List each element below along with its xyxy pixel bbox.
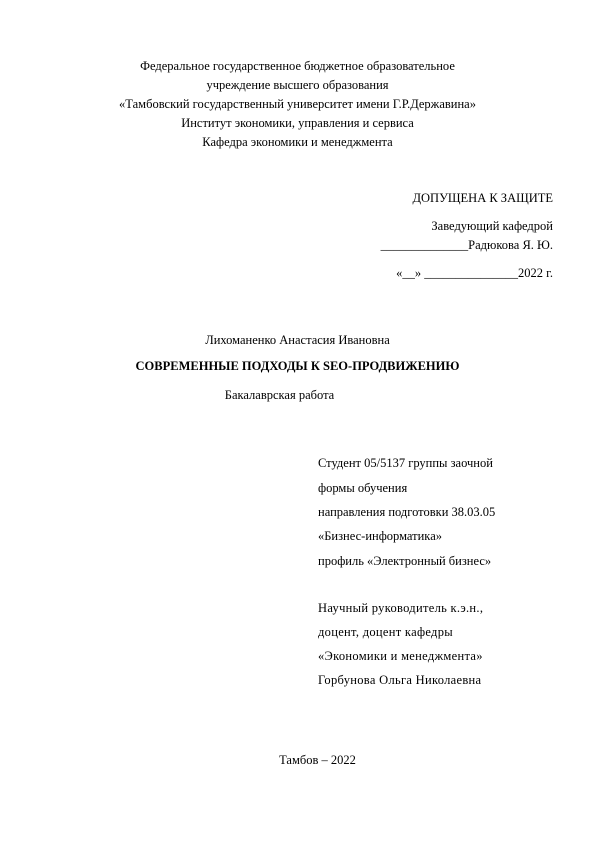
supervisor-line-4: Горбунова Ольга Николаевна	[318, 673, 482, 687]
student-line-1: Студент 05/5137 группы заочной	[318, 456, 493, 470]
footer-city-year: Тамбов – 2022	[279, 753, 356, 767]
supervisor-line-3: «Экономики и менеджмента»	[318, 649, 483, 663]
approval-title: ДОПУЩЕНА К ЗАЩИТЕ	[412, 191, 553, 205]
approval-date: «__» _______________2022 г.	[396, 266, 553, 280]
header-line-2: учреждение высшего образования	[206, 78, 389, 92]
supervisor-line-2: доцент, доцент кафедры	[318, 625, 453, 639]
header-line-1: Федеральное государственное бюджетное образовательное	[140, 59, 455, 73]
header-line-4: Институт экономики, управления и сервиса	[181, 116, 414, 130]
work-type: Бакалаврская работа	[224, 388, 335, 402]
student-line-5: профиль «Электронный бизнес»	[318, 554, 492, 568]
author-name: Лихоманенко Анастасия Ивановна	[205, 333, 390, 347]
approval-role: Заведующий кафедрой	[431, 219, 553, 233]
student-line-4: «Бизнес-информатика»	[318, 529, 442, 543]
student-line-2: формы обучения	[318, 481, 408, 495]
header-line-5: Кафедра экономики и менеджмента	[202, 135, 393, 149]
student-line-3: направления подготовки 38.03.05	[318, 505, 496, 519]
thesis-title: СОВРЕМЕННЫЕ ПОДХОДЫ К SEO-ПРОДВИЖЕНИЮ	[135, 359, 460, 373]
approval-signature: ______________Радюкова Я. Ю.	[380, 238, 553, 252]
header-line-3: «Тамбовский государственный университет имени Г.Р.Державина»	[119, 97, 476, 111]
supervisor-line-1: Научный руководитель к.э.н.,	[318, 601, 484, 615]
